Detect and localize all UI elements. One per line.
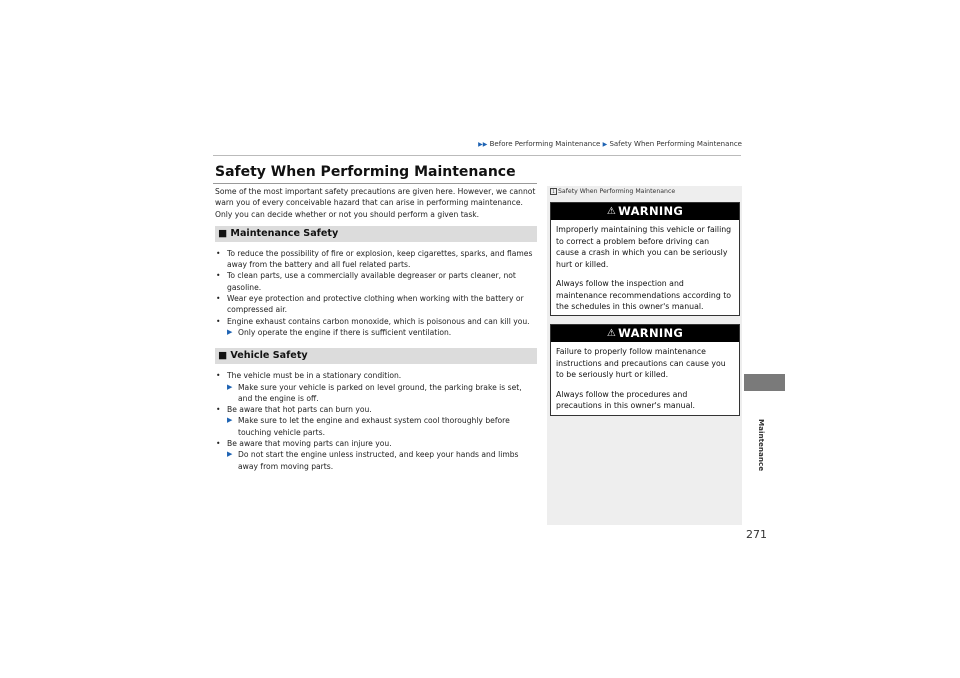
double-triangle-right-icon: ▶▶ bbox=[478, 141, 488, 148]
list-item: • Be aware that moving parts can injure you. ▶ Do not start the engine unless instructed, and keep your hands and limbs away from moving parts. bbox=[215, 438, 537, 472]
header-rule bbox=[213, 155, 741, 156]
triangle-right-icon: ▶ bbox=[227, 416, 233, 425]
triangle-right-icon: ▶ bbox=[227, 327, 233, 336]
page-title: Safety When Performing Maintenance bbox=[215, 164, 516, 180]
list-item: • To clean parts, use a commercially available degreaser or parts cleaner, not gasoline. bbox=[216, 271, 516, 292]
section-header-vehicle-safety: ■ Vehicle Safety bbox=[215, 348, 537, 364]
chapter-tab bbox=[744, 374, 785, 391]
hazard-triangle-icon: ⚠ bbox=[606, 328, 617, 339]
breadcrumb-item: Safety When Performing Maintenance bbox=[609, 140, 742, 148]
triangle-right-icon: ▶ bbox=[227, 382, 233, 391]
title-rule bbox=[213, 183, 537, 184]
list-item: • Be aware that hot parts can burn you. ▶ Make sure to let the engine and exhaust system cool thoroughly before touching vehicle parts. bbox=[215, 404, 537, 438]
vehicle-safety-list bbox=[215, 370, 537, 472]
triangle-right-icon: ▶ bbox=[227, 450, 233, 459]
warning-text: Improperly maintaining this vehicle or failing to correct a problem before driving can cause a crash in which you can be seriously hurt or killed. bbox=[556, 225, 732, 269]
list-item: • Wear eye protection and protective clothing when working with the battery or compressed air. bbox=[216, 294, 524, 315]
list-item: • To reduce the possibility of fire or explosion, keep cigarettes, sparks, and flames away from the battery and all fuel related parts. bbox=[216, 248, 533, 270]
breadcrumb bbox=[478, 140, 742, 148]
intro-paragraph: Some of the most important safety precautions are given here. However, we cannot warn you of every conceivable hazard that can arise in performing maintenance. Only you can decide whether or not you should perform a given task. bbox=[215, 187, 536, 219]
hazard-triangle-icon: ⚠ bbox=[606, 206, 617, 217]
sub-item: ▶ Only operate the engine if there is sufficient ventilation. bbox=[227, 327, 452, 337]
triangle-right-icon: ▶ bbox=[602, 141, 608, 148]
warning-box bbox=[550, 202, 740, 316]
chapter-label: Maintenance bbox=[757, 419, 766, 472]
sub-item: ▶ Do not start the engine unless instructed, and keep your hands and limbs away from moving parts. bbox=[227, 450, 519, 471]
sidebar-heading: 1 Safety When Performing Maintenance bbox=[550, 188, 675, 195]
warning-box bbox=[550, 324, 740, 416]
warning-body bbox=[551, 342, 739, 418]
warning-label: ⚠ WARNING bbox=[551, 203, 739, 220]
sub-item: ▶ Make sure your vehicle is parked on level ground, the parking brake is set, and the engine is off. bbox=[227, 382, 522, 403]
section-header-maintenance-safety: ■ Maintenance Safety bbox=[215, 226, 537, 242]
list-item: • Engine exhaust contains carbon monoxide, which is poisonous and can kill you. ▶ Only operate the engine if there is sufficient ventilation. bbox=[215, 316, 537, 339]
list-item: • The vehicle must be in a stationary condition. ▶ Make sure your vehicle is parked on level ground, the parking brake is set, and the engine is off. bbox=[215, 370, 537, 404]
breadcrumb-item: Before Performing Maintenance bbox=[489, 140, 601, 148]
main-content bbox=[215, 186, 537, 472]
maintenance-safety-list bbox=[215, 248, 537, 338]
reference-box-icon: 1 bbox=[550, 188, 557, 195]
warning-text: Failure to properly follow maintenance instructions and precautions can cause you to be seriously hurt or killed. bbox=[556, 347, 726, 379]
sidebar-notes bbox=[547, 186, 742, 525]
warning-body bbox=[551, 220, 739, 319]
page-number: 271 bbox=[746, 528, 767, 541]
warning-text: Always follow the procedures and precautions in this owner's manual. bbox=[556, 389, 696, 410]
warning-label: ⚠ WARNING bbox=[551, 325, 739, 342]
warning-text: Always follow the inspection and maintenance recommendations according to the schedules in this owner's manual. bbox=[556, 279, 732, 311]
sub-item: ▶ Make sure to let the engine and exhaust system cool thoroughly before touching vehicle parts. bbox=[227, 416, 510, 437]
